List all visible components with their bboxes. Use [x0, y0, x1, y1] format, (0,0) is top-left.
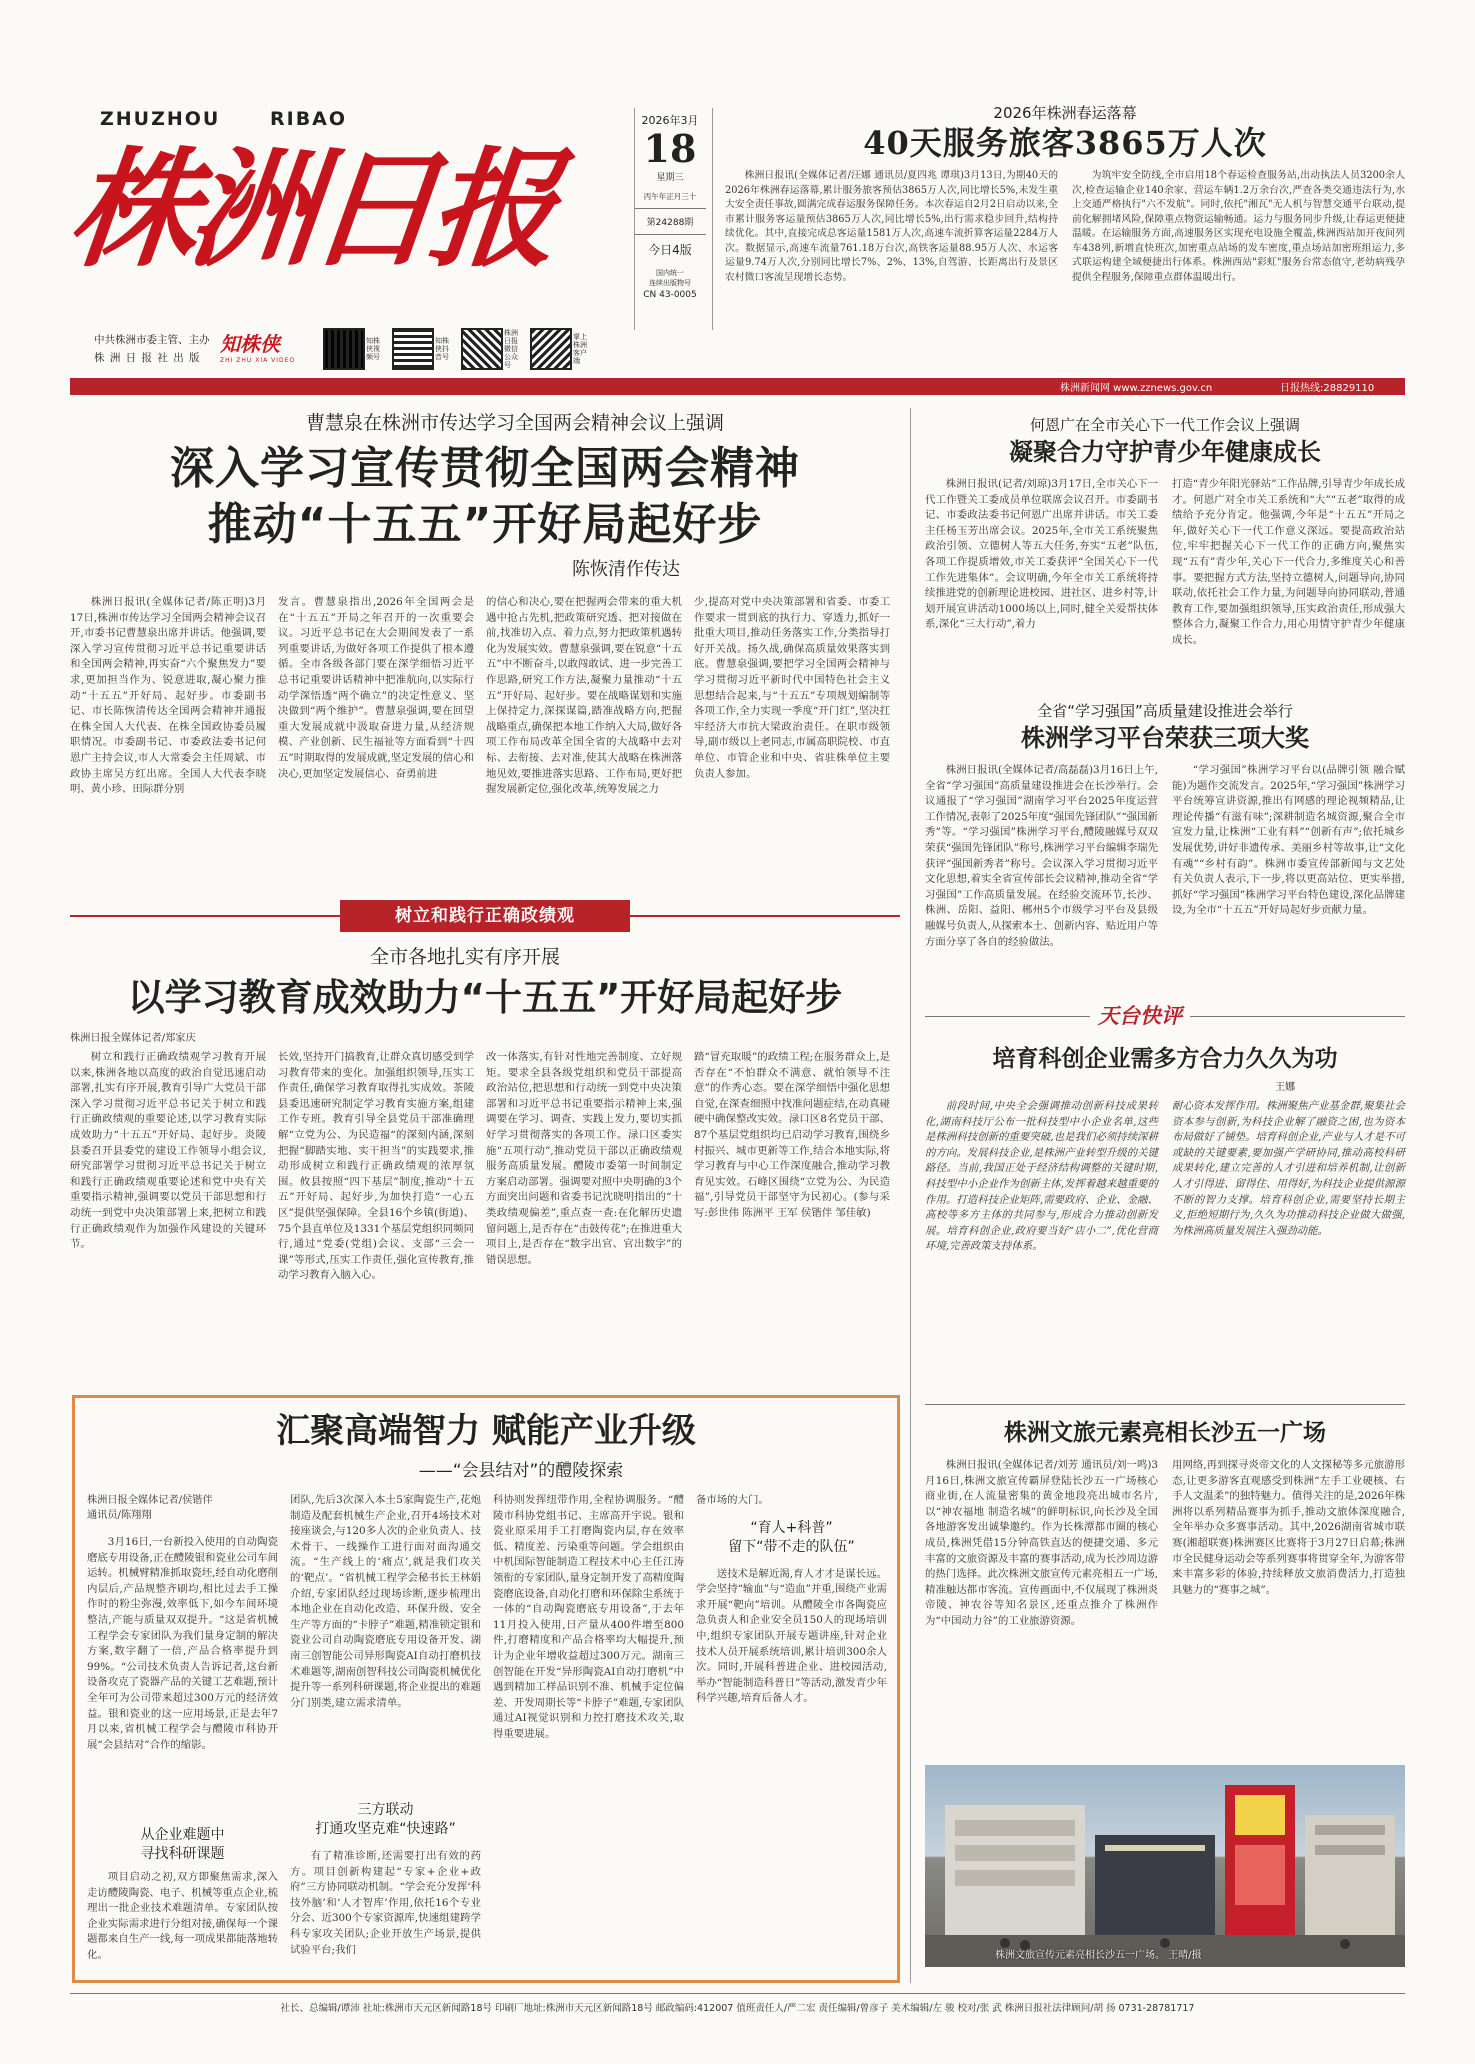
- column-tag: [340, 900, 630, 932]
- bottom-left-col-1: 3月16日,一台新投入使用的自动陶瓷磨底专用设备,正在醴陵银和瓷业公司车间运转。机械臂精准抓取瓷坯,经自动化磨削内层后,产品规整齐刷均,相比过去手工操作时的粉尘弥漫,效率低下,如今车间环境整洁,产能与质量双双提升。“这是省机械工程学会专家团队为我们量身定制的解决方案,数字翻了一倍,产品合格率提升到99%。“公司技术负责人告诉记者,这台新设备攻克了瓷器产品的关键工艺难题,预计全年可为公司带来超过300万元的经济效益。银和瓷业的这一应用场景,正是去年7月以来,省机械工程学会与醴陵市科协开展“会县结对”合作的缩影。: [87, 1536, 278, 1751]
- bottom-left-col-1-wrap: [87, 1493, 278, 1961]
- date-day: 18: [643, 126, 697, 171]
- article-bottom-right: [925, 1410, 1405, 1980]
- bottom-left-byline-2: 通讯员/陈翔翔: [87, 1510, 152, 1521]
- article-bottom-left-title: 汇聚高端智力 赋能产业升级: [276, 1411, 696, 1451]
- article-right-1: [925, 414, 1405, 714]
- masthead-logo: 株洲日报: [62, 135, 558, 285]
- publisher-line-2: 株 洲 日 报 社 出 版: [94, 352, 201, 364]
- qr-code-icon[interactable]: [394, 330, 432, 368]
- qr-block-4: [532, 326, 587, 372]
- article-right-2-col-2: “学习强国”株洲学习平台以(品牌引领 融合赋能)为题作交流发言。2025年,“学习强国”株洲学习平台统筹宣讲资源,推出有网感的理论视频精品,让理论传播“有滋有味”;深耕制造名城资源,聚合全市宣发力量,让株洲“工业有料”“创新有声”;依托城乡发展优势,讲好非遗传承、美丽乡村等故事,让“文化有魂”“乡村有韵”。株洲市委宣传部新闻与文艺处有关负责人表示,下一步,将以更高站位、更实举措,抓好“学习强国”株洲学习平台特色建设,深化品牌建设,为全市“十五五”开好局起好步贡献力量。: [1172, 764, 1405, 917]
- article-left-col-3: 的信心和决心,要在把握两会带来的重大机遇中抢占先机,把政策研究透、把对接做在前,找准切入点、着力点,努力把政策机遇转化为发展实效。曹慧泉强调,要在锐意“十五五”中不断奋斗,以敢闯敢试、进一步完善工作思路,研究工作方法,凝聚力量推动“十五五”开好局、起好步。要在战略谋划和实施上保持定力,深探谋篇,踏准战略方向,把握战略重点,确保把本地工作纳入大局,做好各项工作布局改革全国全省的大战略中去对标、去衔接、去对准,使其大战略在株洲落地见效,要推进落实思路、工作布局,更好把握发展新定位,强化改革,统筹发展之力: [486, 596, 682, 796]
- article-left-kicker: 曹慧泉在株洲市传达学习全国两会精神会议上强调: [305, 412, 724, 434]
- zhizhouxia-badge: [220, 328, 316, 368]
- bottom-left-col-2b: 有了精准诊断,还需要打出有效的药方。项目创新构建起“专家+企业+政府”三方协同联动机制。“学会充分发挥‘科技外脑’和‘人才智库’作用,依托16个专业分会、近300个专家资源库,快速组建跨学科专家攻关团队;企业开放生产场景,提供试验平台;我们: [290, 1850, 481, 1956]
- article-right-1-title: 凝聚合力守护青少年健康成长: [1009, 438, 1321, 466]
- footer-text: 社长、总编辑/谭沛 社址:株洲市天元区新闻路18号 印刷厂地址:株洲市天元区新闻路18号 邮政编码:412007 值班责任人/严二宏 责任编辑/曾彦子 美术编辑/左 骏 校对/张 武 株洲日报社法律顾问/胡 扬 0731-28781717: [280, 2003, 1195, 2014]
- qr-label-4: 掌上株洲客户端: [573, 333, 587, 365]
- qr-code-icon[interactable]: [463, 330, 501, 368]
- article-mid-col-4: 踏“冒充取暖”的政绩工程;在服务群众上,是否存在“不怕群众不满意、就怕领导不注意”的作秀心态。要在深学细悟中强化思想自觉,在深查细照中找准问题症结,在动真碰硬中确保整改实效。渌口区8名党员干部、87个基层党组织均已启动学习教育,围绕乡村振兴、城市更新等工作,结合本地实际,将学习教育与中心工作深度融合,推动学习教育见实效。石峰区围绕“立党为公、为民造福”,引导党员干部坚守为民初心。(参与采写:彭世伟 陈洲平 王军 侯锴伴 邹佳敏): [694, 1051, 890, 1219]
- qr-label-1: 知株侠视频号: [366, 337, 380, 361]
- article-left-col-2: 发言。曹慧泉指出,2026年全国两会是在“十五五”开局之年召开的一次重要会议。习近平总书记在大会期间发表了一系列重要讲话,为做好各项工作提供了根本遵循。全市各级各部门要在深学细悟习近平总书记重要讲话精神中把准航向,以实际行动学深悟透“两个确立”的决定性意义、坚决做到“两个维护”。曹慧泉强调,要在回望重大发展成就中汲取奋进力量,从经济规模、产业创新、民生福祉等方面看到“十四五”时期取得的发展成就,坚定发展的信心和决心,更加坚定发展信心、奋勇前进: [278, 596, 474, 780]
- article-bottom-right-title: 株洲文旅元素亮相长沙五一广场: [1004, 1420, 1326, 1446]
- qr-group: [325, 326, 645, 372]
- qr-label-2: 知株侠抖音号: [435, 337, 449, 361]
- article-left-col-4: 少,提高对党中央决策部署和省委、市委工作要求一贯到底的执行力、穿透力,抓好一批重大项目,推动任务落实工作,分类指导打好开关战。扬久战,确保高质量效果落实到底。曹慧泉强调,要把学习全国两会精神与学习贯彻习近平新时代中国特色社会主义思想结合起来,与“十五五”专项规划编制等各项工作,全力实现一季度“开门红”,坚决扛牢经济大市抗大梁政治责任。在职市级领导,副市级以上老同志,市属高职院校、市直单位、市管企业和中央、省驻株单位主要负责人参加。: [694, 596, 890, 780]
- article-bottom-left-subtitle: ——“会县结对”的醴陵探索: [418, 1461, 624, 1481]
- photo-caption: 株洲文旅宣传元素亮相长沙五一广场。 王晴/摄: [995, 1950, 1202, 1961]
- lead-top-title: 40天服务旅客3865万人次: [863, 124, 1267, 162]
- date-divider-left: [634, 108, 635, 330]
- article-left-col-1: 株洲日报讯(全媒体记者/陈正明)3月17日,株洲市传达学习全国两会精神会议召开,市委书记曹慧泉出席并讲话。他强调,要深入学习宣传贯彻习近平总书记重要讲话和全国两会精神,再实奋“六个聚焦发力”要求,更加担当作为、锐意进取,凝心聚力推动“十五五”开好局、起好步。市委副书记、市长陈恢清传达全国两会精神并通报在株全国人大代表、在株全国政协委员履职情况。市委副书记、市委政法委书记何恩广主持会议,市人大常委会主任周斌、市政协主席吴方红出席。全国人大代表李晓明、黄小珍、田际群分别: [70, 596, 266, 796]
- issue-number: 第24288期: [646, 218, 694, 228]
- cn-code: CN 43-0005: [643, 290, 697, 300]
- date-year-month: 2026年3月: [641, 114, 699, 127]
- bottom-left-col-4: 送技术是解近渴,育人才才是谋长远。学会坚持“输血”与“造血”并重,围绕产业需求开展“靶向”培训。从醴陵全市各陶瓷应急负责人和企业安全员150人的现场培训中,组织专家团队开展专题讲座,针对企业技术人员开展系统培训,累计培训300余人次。同时,开展科普进企业、进校园活动,举办“智能制造科普日”等活动,激发青少年科学兴趣,培育后备人才。: [696, 1567, 887, 1705]
- article-mid-col-1: 树立和践行正确政绩观学习教育开展以来,株洲各地以高度的政治自觉迅速启动部署,扎实有序开展,教育引导广大党员干部深入学习贯彻习近平总书记关于树立和践行正确政绩观的重要论述,以学习教育实际成效助力“十五五”开好局、起好步。炎陵县委召开县委党的建设工作领导小组会议,研究部署学习贯彻习近平总书记关于树立和践行正确政绩观重要论述和党中央有关重要指示精神,强调要以党员干部思想和行动统一到党中央决策部署上来,把树立和践行正确政绩观作为加强作风建设的关键环节。: [70, 1051, 266, 1251]
- bottom-left-heading-mid: 三方联动 打通攻坚克难“快速路”: [315, 1802, 456, 1837]
- qr-code-icon[interactable]: [325, 330, 363, 368]
- date-lunar: 丙午年正月三十: [643, 192, 697, 201]
- column-divider: [910, 408, 911, 1983]
- sky-column-author: 王娜: [1275, 1082, 1295, 1093]
- bottom-left-col-4-wrap: [696, 1493, 887, 1957]
- article-bottom-left-box: [72, 1395, 900, 1983]
- info-hotline: 日报热线:28829110: [1280, 383, 1375, 394]
- column-tag-label: 树立和践行正确政绩观: [395, 906, 575, 926]
- bottom-left-heading-left: 从企业难题中 寻找科研课题: [140, 1827, 225, 1862]
- street-scene-illustration: [925, 1765, 1405, 1967]
- article-mid: [70, 942, 900, 1382]
- bottom-left-col-2: 团队,先后3次深入本土5家陶瓷生产,花炮制造及配套机械生产企业,召开4场技术对接座谈会,与120多人次的企业负责人、技术骨干、一线操作工进行面对面沟通交流。“生产线上的‘痛点’,就是我们攻关的‘靶点’。“省机械工程学会秘书长王林娟介绍,专家团队经过现场诊断,逐步梳理出本地企业在自动化改造、环保升级、安全生产等方面的“卡脖子”难题,精准锁定银和瓷业公司自动陶瓷磨底专用设备开发、湖南三创智能公司异形陶瓷AI自动打磨机技术难题等,湖南创智科技公司陶瓷机械优化提升等一系列科研课题,将企业提出的难题分门别类,建立需求清单。: [290, 1494, 481, 1709]
- bottom-right-top-rule: [925, 1404, 1405, 1405]
- bottom-left-byline-1: 株洲日报全媒体记者/侯锴伴: [87, 1495, 213, 1506]
- article-right-1-kicker: 何恩广在全市关心下一代工作会议上强调: [1029, 416, 1300, 434]
- lead-top-kicker: 2026年株洲春运落幕: [993, 104, 1137, 122]
- sky-column: [925, 1000, 1405, 1400]
- article-right-2-kicker: 全省“学习强国”高质量建设推进会举行: [1037, 702, 1293, 720]
- bottom-left-col-2-wrap: [290, 1493, 481, 1957]
- article-right-1-col-1: 株洲日报讯(记者/刘琼)3月17日,全市关心下一代工作暨关工委成员单位联席会议召开。市委副书记、市委政法委书记何恩广出席并讲话。市关工委主任杨玉芳出席会议。2025年,全市关工系统聚焦政治引领、立德树人等五大任务,夯实“五老”队伍,各项工作提质增效,市关工委获评“全国关心下一代工作先进集体”。会议明确,今年全市关工系统将持续推进党的创新理论进校园、进社区、进乡村等,计划开展宣讲活动1000场以上,同时,健全关爱帮扶体系,深化“三大行动”,着力: [925, 478, 1158, 631]
- info-bar: [70, 378, 1405, 395]
- date-box: [630, 108, 710, 333]
- article-bottom-right-photo[interactable]: [925, 1765, 1405, 1967]
- article-left: [70, 408, 900, 878]
- zhizhouxia-sub: ZHI ZHU XIA VIDEO: [220, 357, 296, 364]
- masthead-pinyin-right: RIBAO: [270, 108, 348, 130]
- bottom-left-col-1b: 项目启动之初,双方即聚焦需求,深入走访醴陵陶瓷、电子、机械等重点企业,梳理出一批企业技术难题清单。专家团队按企业实际需求进行分组对接,确保每一个课题都来自生产一线,每一项成果都能落地转化。: [87, 1871, 278, 1961]
- article-mid-col-3: 改一体落实,有针对性地完善制度、立好规矩。要求全县各级党组织和党员干部提高政治站位,把思想和行动统一到党中央决策部署和习近平总书记重要指示精神上来,强调要在学习、调查、实践上发力,要切实抓好学习贯彻落实的各项工作。渌口区委实施“五项行动”,推动党员干部以正确政绩观服务高质量发展。醴陵市委第一时间制定方案启动部署。强调要对照中央明确的3个方面突出问题和省委书记沈晓明指出的“十类政绩观偏差”,重点查一查:在化解历史遗留问题上,是否存在“击鼓传花”;在推进重大项目上,是否存在“数字出官、官出数字”的错误思想。: [486, 1051, 682, 1266]
- qr-block-1: [325, 326, 380, 372]
- article-bottom-right-col-1: 株洲日报讯(全媒体记者/刘芳 通讯员/刘一鸣)3月16日,株洲文旅宣传霸屏登陆长沙五一广场核心商业街,在人流量密集的黄金地段亮出城市名片,以“神农福地 制造名城”的鲜明标识,向长沙及全国各地游客发出诚挚邀约。作为长株潭都市圈的核心成员,株洲凭借15分钟高铁直达的便捷交通、多元丰富的文旅资源及丰富的赛事活动,成为长沙周边游的热门选择。此次株洲文旅宣传元素亮相五一广场,精准触达都市客流。宣传画面中,不仅展现了株洲炎帝陵、神农谷等知名景区,还重点推介了株洲作为“中国动力谷”的工业旅游资源。: [925, 1459, 1158, 1627]
- article-right-2-col-1: 株洲日报讯(全媒体记者/高磊磊)3月16日上午,全省“学习强国”高质量建设推进会在长沙举行。会议通报了“学习强国”湖南学习平台2025年度运营工作情况,表彰了2025年度“强国先锋团队”“强国新秀”等。“学习强国”株洲学习平台,醴陵融媒号双双荣获“强国先锋团队”称号,株洲学习平台编辑李瑞先获评“强国新秀者”称号。会议深入学习贯彻习近平文化思想,着实全省宣传部长会议精神,推动全省“学习强国”工作高质量发展。在经验交流环节,长沙、株洲、岳阳、益阳、郴州5个市级学习平台及县级融媒号负责人,从探索本土、创新内容、贴近用户等方面分享了各自的经验做法。: [925, 764, 1158, 948]
- article-mid-title: 以学习教育成效助力“十五五”开好局起好步: [127, 976, 843, 1019]
- footer-rule: [70, 1993, 1405, 1994]
- qr-label-3: 株洲日报微信公众号: [504, 329, 518, 369]
- bottom-left-col-3: 科协则发挥纽带作用,全程协调服务。“醴陵市科协党组书记、主席高开宇说。银和瓷业原采用手工打磨陶瓷内层,存在效率低、精度差、污染重等问题。学会组织由中机国际智能制造工程技术中心主任江涛领衔的专家团队,量身定制开发了高精度陶瓷磨底设备,自动化打磨和环保除尘系统于一体的“自动陶瓷磨底专用设备”,于去年11月投入使用,日产量从400件增至800件,打磨精度和产品合格率均大幅提升,预计为企业年增收益超过300万元。湖南三创智能在开发“异形陶瓷AI自动打磨机”中遇到精加工样品识别不准、机械手定位偏差、开发周期长等“卡脖子”难题,专家团队通过AI视觉识别和力控打磨技术攻关,取得重要进展。: [493, 1494, 684, 1740]
- article-right-2-title: 株洲学习平台荣获三项大奖: [1021, 724, 1309, 752]
- article-left-subkicker: 陈恢清作传达: [572, 559, 680, 580]
- zhizhouxia-logo: 知株侠: [220, 332, 280, 356]
- bottom-left-heading-right: “育人+科普” 留下“带不走的队伍”: [728, 1519, 855, 1555]
- lead-top-col-2: 为筑牢安全防线,全市启用18个春运检查服务站,出动执法人员3200余人次,检查运输企业140余家、营运车辆1.2万余台次,严查各类交通违法行为,水上交通严格执行"六不发航"。同时,依托"湘瓦"无人机与智慧交通平台联动,提前化解拥堵风险,保障重点物资运输畅通。运力与服务同步升级,让春运更便捷温暖。在运输服务方面,高速服务区实现充电设施全覆盖,株洲西站加开夜间列车438列,新增直快班次,加密重点站场的发车密度,重点场站加密班组运力,多式联运构建全域便捷出行体系。株洲西站"彩虹"服务台常态值守,老幼病残孕提供全程服务,保障重点群体温暖出行。: [1072, 170, 1405, 283]
- bottom-left-col-3-wrap: [493, 1493, 684, 1957]
- article-mid-kicker: 全市各地扎实有序开展: [369, 946, 560, 968]
- article-right-2: [925, 700, 1405, 985]
- sky-column-col-2: 耐心资本发挥作用。株洲聚焦产业基金群,聚集社会资本参与创新,为科技企业解了融资之困,也为资本布局做好了铺垫。培育科创企业,产业与人才是不可或缺的关键要素,要加强产学研协同,推动高校科研成果转化,建立完善的人才引进和培养机制,让创新人才引得进、留得住、用得好,为科技企业提供源源不断的智力支撑。培育科创企业,需要坚持长期主义,拒绝短期行为,久久为功推动科技企业做大做强,为株洲高质量发展注入强劲动能。: [1172, 1100, 1405, 1237]
- sky-column-col-1: 前段时间,中央全会强调推动创新科技成果转化,湖南科技厅公布一批科技型中小企业名单,这些是株洲科技创新的重要突破,也是我们必须持续深耕的方向。发展科技企业,是株洲产业转型升级的关键路径。当前,我国正处于经济结构调整的关键时期,科技型中小企业作为创新主体,发挥着越来越重要的作用。打造科技企业矩阵,需要政府、企业、金融、高校等多方主体的共同参与,形成合力推动创新发展。培育科创企业,政府要当好“店小二”,优化营商环境,完善政策支持体系。: [925, 1100, 1158, 1253]
- date-divider-right: [712, 108, 713, 330]
- lead-top-col-1: 株洲日报讯(全媒体记者/汪娜 通讯员/夏四兆 谭琪)3月13日,为期40天的2026年株洲春运落幕,累计服务旅客预估3865万人次,同比增长5%,未发生重大安全责任事故,圆满完成春运服务保障任务。本次春运自2月2日启动以来,全市累计服务客运量预估3865万人次,同比增长5%,出行需求稳步回升,结构持续优化。其中,直接完成总客运量1581万人次,高速车流折算客运量2284万人次。数据显示,高速车流量761.18万台次,高铁客运量88.95万人次、水运客运量9.74万人次,分别同比增长7%、2%、13%,自驾游、长距离出行及景区农村微口客流呈现增长态势。: [725, 170, 1058, 283]
- article-left-title-1: 深入学习宣传贯彻全国两会精神: [170, 443, 800, 494]
- pages-today: 今日4版: [648, 243, 692, 257]
- info-website[interactable]: 株洲新闻网 www.zznews.gov.cn: [1060, 383, 1213, 394]
- sky-column-title: 培育科创企业需多方合力久久为功: [992, 1046, 1338, 1072]
- masthead-pinyin-left: ZHUZHOU: [100, 108, 221, 130]
- qr-block-3: [463, 326, 518, 372]
- date-weekday: 星期三: [656, 173, 684, 183]
- article-mid-byline: 株洲日报全媒体记者/郑家庆: [70, 1033, 196, 1044]
- lead-top-article: [725, 102, 1405, 342]
- article-left-title-2: 推动“十五五”开好局起好步: [207, 499, 763, 550]
- article-bottom-right-col-2: 用网络,再到探寻炎帝文化的人文探秘等多元旅游形态,让更多游客直观感受到株洲“左手工业硬核、右手人文温柔”的独特魅力。值得关注的是,2026年株洲将以系列精品赛事为抓手,推动文旅体深度融合,全年举办众多赛事活动。其中,2026湖南省城市联赛(湘超联赛)株洲赛区比赛将于3月27日启幕;株洲市全民健身运动会等系列赛事将贯穿全年,为游客带来丰富多彩的体验,持续释放文旅消费活力,打造独具魅力的“赛事之城”。: [1172, 1459, 1405, 1596]
- article-mid-col-2: 长效,坚持开门搞教育,让群众真切感受到学习教育带来的变化。加强组织领导,压实工作责任,确保学习教育取得扎实成效。茶陵县委迅速研究制定学习教育实施方案,组建工作专班。教育引导全县党员干部准确理解“立党为公、为民造福“的深刻内涵,深刻把握“脚踏实地、实干担当”的实践要求,推动形成树立和践行正确政绩观的浓厚氛围。攸县按照“四下基层”制度,推动“十五五”开好局、起好步,为加快打造“一心五区”提供坚强保障。全县16个乡镇(街道)、75个县直单位及1331个基层党组织同频同行,通过“党委(党组)会议、支部“三会一课”等形式,压实工作责任,强化宣传教育,推动学习教育入脑入心。: [278, 1051, 474, 1282]
- bottom-left-col-4-top: 备市场的大门。: [696, 1494, 769, 1506]
- article-right-1-col-2: 打造“青少年阳光驿站”工作品牌,引导青少年成长成才。何恩广对全市关工系统和“大”“五老”取得的成绩给予充分肯定。他强调,今年是“十五五”开局之年,做好关心下一代工作意义深远。要提高政治站位,牢牢把握关心下一代工作的正确方向,聚焦实现“五有”青少年,关心下一代合力,多维度关心和善事。要把握方式方法,坚持立德树人,问题导向,协同联动,依托社会工作力量,为问题导向协同联动,普通教育工作,要加强组织领导,压实政治责任,形成强大整体合力,凝聚工作合力,用心用情守护青少年健康成长。: [1172, 478, 1405, 646]
- qr-block-2: [394, 326, 449, 372]
- codes-line-2: 连续出版物号: [649, 279, 691, 287]
- publisher-line-1: 中共株洲市委主管、主办: [94, 334, 210, 346]
- masthead: [62, 30, 645, 375]
- sky-column-label: 天台快评: [1090, 1000, 1190, 1030]
- codes-line-1: 国内统一: [656, 269, 684, 277]
- qr-code-icon[interactable]: [532, 330, 570, 368]
